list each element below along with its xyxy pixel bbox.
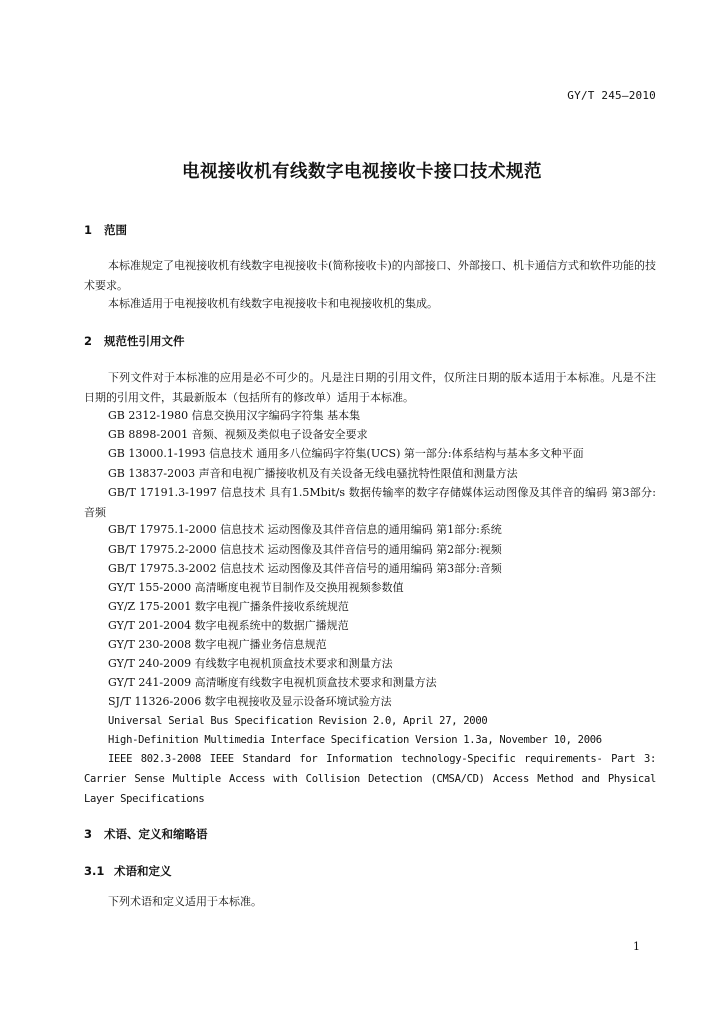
- reference-item: GB 8898-2001 音频、视频及类似电子设备安全要求: [108, 428, 368, 441]
- reference-item: GB 2312-1980 信息交换用汉字编码字符集 基本集: [108, 409, 361, 422]
- scope-paragraph-2: 本标准适用于电视接收机有线数字电视接收卡和电视接收机的集成。: [108, 297, 438, 310]
- standard-code: GY/T 245—2010: [567, 89, 656, 102]
- terms-intro: 下列术语和定义适用于本标准。: [108, 895, 262, 908]
- reference-item: GB/T 17975.3-2002 信息技术 运动图像及其伴音信号的通用编码 第3部分:音频: [108, 562, 502, 575]
- references-intro: 下列文件对于本标准的应用是必不可少的。凡是注日期的引用文件，仅所注日期的版本适用于本标准。凡是不注日期的引用文件，其最新版本（包括所有的修改单）适用于本标准。: [84, 371, 656, 404]
- reference-item: GY/T 155-2000 高清晰度电视节目制作及交换用视频参数值: [108, 581, 404, 594]
- section-title: 术语和定义: [114, 864, 172, 878]
- reference-item: GB 13000.1-1993 信息技术 通用多八位编码字符集(UCS) 第一部分:体系结构与基本多文种平面: [108, 447, 584, 460]
- section-number: 2: [84, 334, 93, 348]
- reference-item: GB/T 17975.2-2000 信息技术 运动图像及其伴音信号的通用编码 第2部分:视频: [108, 543, 502, 556]
- section-3-heading: [84, 826, 208, 842]
- reference-item: GB/T 17975.1-2000 信息技术 运动图像及其伴音信息的通用编码 第1部分:系统: [108, 523, 502, 536]
- section-number: 1: [84, 223, 93, 237]
- section-3-1-heading: [84, 863, 172, 879]
- section-2-heading: [84, 333, 185, 349]
- reference-item: GB/T 17191.3-1997 信息技术 具有1.5Mbit/s 数据传输率的数字存储媒体运动图像及其伴音的编码 第3部分:音频: [84, 486, 656, 519]
- section-1-heading: [84, 222, 127, 238]
- scope-paragraph-1: 本标准规定了电视接收机有线数字电视接收卡(简称接收卡)的内部接口、外部接口、机卡通信方式和软件功能的技术要求。: [84, 259, 656, 292]
- reference-item: SJ/T 11326-2006 数字电视接收及显示设备环境试验方法: [108, 695, 392, 708]
- section-number: 3.1: [84, 864, 105, 878]
- reference-item: GY/T 230-2008 数字电视广播业务信息规范: [108, 638, 327, 651]
- reference-item: GB 13837-2003 声音和电视广播接收机及有关设备无线电骚扰特性限值和测量方法: [108, 467, 518, 480]
- section-title: 术语、定义和缩略语: [104, 827, 208, 841]
- reference-item: Universal Serial Bus Specification Revision 2.0, April 27, 2000: [108, 715, 488, 727]
- reference-item: GY/T 241-2009 高清晰度有线数字电视机顶盒技术要求和测量方法: [108, 676, 437, 689]
- page-number: 1: [633, 940, 640, 953]
- reference-item: High-Definition Multimedia Interface Specification Version 1.3a, November 10, 2006: [108, 734, 602, 746]
- section-title: 规范性引用文件: [104, 334, 185, 348]
- reference-item: GY/T 240-2009 有线数字电视机顶盒技术要求和测量方法: [108, 657, 393, 670]
- section-title: 范围: [104, 223, 127, 237]
- document-title: 电视接收机有线数字电视接收卡接口技术规范: [182, 162, 542, 182]
- reference-item: IEEE 802.3-2008 IEEE Standard for Information technology-Specific requirements- Part 3: Carrier Sense Multiple Access with Collision Detection (CMSA/CD) Access Method and Physical Layer Specifications: [84, 753, 656, 805]
- reference-item: GY/T 201-2004 数字电视系统中的数据广播规范: [108, 619, 349, 632]
- section-number: 3: [84, 827, 93, 841]
- reference-item: GY/Z 175-2001 数字电视广播条件接收系统规范: [108, 600, 349, 613]
